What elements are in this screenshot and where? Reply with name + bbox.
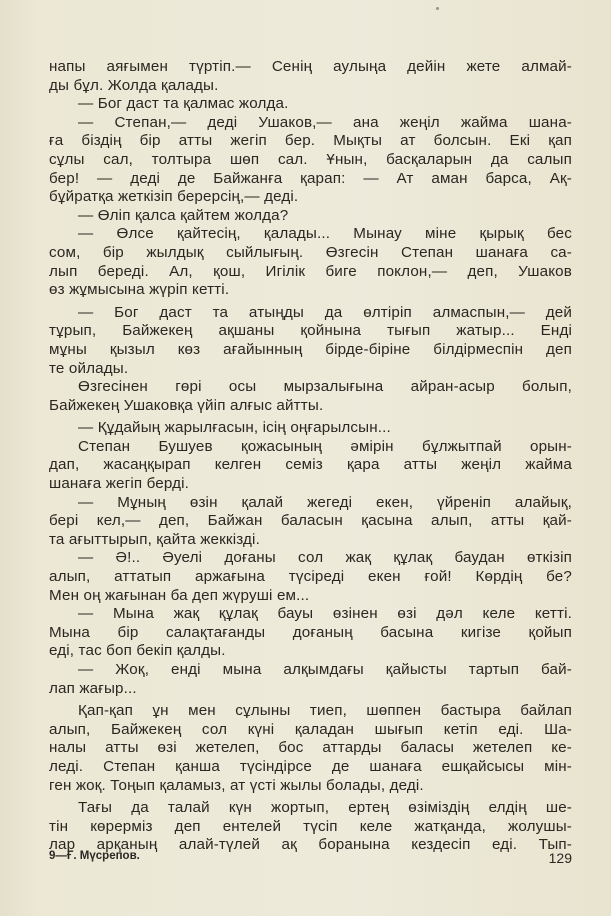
text-line: бұйратқа жеткізіп берерсің,— деді. xyxy=(49,188,299,206)
text-line: Өзгесінен гөрі осы мырзалығына айран-асыр болып, xyxy=(78,378,572,396)
print-speck xyxy=(436,7,439,10)
paragraph xyxy=(49,207,572,226)
paragraph xyxy=(49,58,572,95)
paragraph xyxy=(49,494,572,550)
page-number: 129 xyxy=(548,850,572,866)
paragraph xyxy=(49,304,572,378)
text-line: еді, тас боп бекіп қалды. xyxy=(49,642,226,660)
text-line: — Мұның өзін қалай жегеді екен, үйреніп алайық, xyxy=(78,493,572,511)
text-line: лып береді. Ал, қош, Игілік биге поклон,— деп, Ушаков xyxy=(49,262,572,280)
paragraph xyxy=(49,605,572,661)
text-line: тұрып, Байжекең ақшаны қойнына тығып жатыр... Енді xyxy=(49,322,572,340)
text-line: алып, Байжекең сол күні қаладан шығып кетіп еді. Ша- xyxy=(49,720,572,738)
text-line: — Мына жақ құлақ бауы өзінен өзі дәл келе кетті. xyxy=(78,605,572,623)
text-line: — Степан,— деді Ушаков,— ана жеңіл жайма шана- xyxy=(78,113,572,131)
text-line: — Бог даст та қалмас жолда. xyxy=(78,95,289,113)
text-line: ға біздің бір атты жегіп бер. Мықты ат болсын. Екі қап xyxy=(49,132,572,150)
text-line: шанаға жегіп берді. xyxy=(49,475,190,493)
signature-mark: 9—Ғ. Мүсрепов. xyxy=(49,850,140,862)
text-line: Қап-қап ұн мен сұлыны тиеп, шөппен бастыра байлап xyxy=(78,702,572,720)
text-line: сұлы сал, толтыра шөп сал. Ұнын, басқаларын да салып xyxy=(49,150,572,168)
text-line: Степан Бушуев қожасының әмірін бұлжытпай орын- xyxy=(78,437,572,455)
text-line: бер! — деді де Байжанға қарап: — Ат аман барса, Ақ- xyxy=(49,169,572,187)
page-footer xyxy=(49,850,572,866)
text-line: сом, бір жылдық сыйлығың. Өзгесін Степан шанаға са- xyxy=(49,243,572,261)
text-line: мұны қызыл көз ағайынның бірде-біріне білдірмеспін деп xyxy=(49,340,572,358)
paragraph xyxy=(49,438,572,494)
text-line: Тағы да талай күн жортып, ертең өзіміздің елдің ше- xyxy=(78,799,572,817)
text-line: Мен оң жағынан ба деп жүруші ем... xyxy=(49,586,310,604)
text-line: та ағыттырып, қайта жеккізді. xyxy=(49,530,260,548)
paragraph xyxy=(49,661,572,698)
text-line: дап, жасаңқырап келген семіз қара атты жеңіл жайма xyxy=(49,456,572,474)
text-line: Байжекең Ушаковқа үйіп алғыс айтты. xyxy=(49,396,324,414)
text-line: тін көрерміз деп ентелей түсіп келе жатқанда, жолушы- xyxy=(49,817,572,835)
text-line: — Өліп қалса қайтем жолда? xyxy=(78,206,289,224)
paragraph xyxy=(49,95,572,114)
text-line: налы атты өзі жетелеп, бос аттарды баласы жетелеп ке- xyxy=(49,739,572,757)
text-line: бері кел,— деп, Байжан баласын қасына алып, атты қай- xyxy=(49,512,572,530)
text-line: — Бог даст та атыңды да өлтіріп алмаспын,— дей xyxy=(78,303,572,321)
text-line: алып, аттатып аржағына түсіреді екен ғой! Көрдің бе? xyxy=(49,568,572,586)
text-line: ген жоқ. Тоңып қаламыз, ат үсті жылы болады, деді. xyxy=(49,776,424,794)
body-text xyxy=(49,58,572,855)
paragraph xyxy=(49,225,572,299)
paragraph xyxy=(49,549,572,605)
paragraph xyxy=(49,702,572,795)
text-line: Мына бір салақтағанды доғаның басына кигізе қойып xyxy=(49,623,572,641)
text-line: — Жоқ, енді мына алқымдағы қайысты тартып бай- xyxy=(78,661,572,678)
text-line: ды бұл. Жолда қалады. xyxy=(49,76,219,94)
text-line: — Өлсе қайтесің, қалады... Мынау міне қырық бес xyxy=(78,225,572,243)
paragraph xyxy=(49,419,572,438)
text-line: напы аяғымен түртіп.— Сенің аулыңа дейін жете алмай- xyxy=(49,58,572,75)
paragraph xyxy=(49,378,572,415)
text-line: — Құдайың жарылғасын, ісің оңғарылсын... xyxy=(78,419,391,437)
text-line: лап жағыр... xyxy=(49,679,137,697)
text-line: өз жұмысына жүріп кетті. xyxy=(49,281,230,299)
text-line: лар арқаның алай-түлей ақ боранына кездесіп еді. Тып- xyxy=(49,836,572,854)
paragraph xyxy=(49,114,572,207)
text-line: те ойлады. xyxy=(49,359,129,377)
text-line: — Ә!.. Әуелі доғаны сол жақ құлақ баудан өткізіп xyxy=(78,549,572,567)
paragraph xyxy=(49,799,572,855)
text-line: леді. Степан қанша түсіндірсе де шанаға ешқайсысы мін- xyxy=(49,757,572,775)
